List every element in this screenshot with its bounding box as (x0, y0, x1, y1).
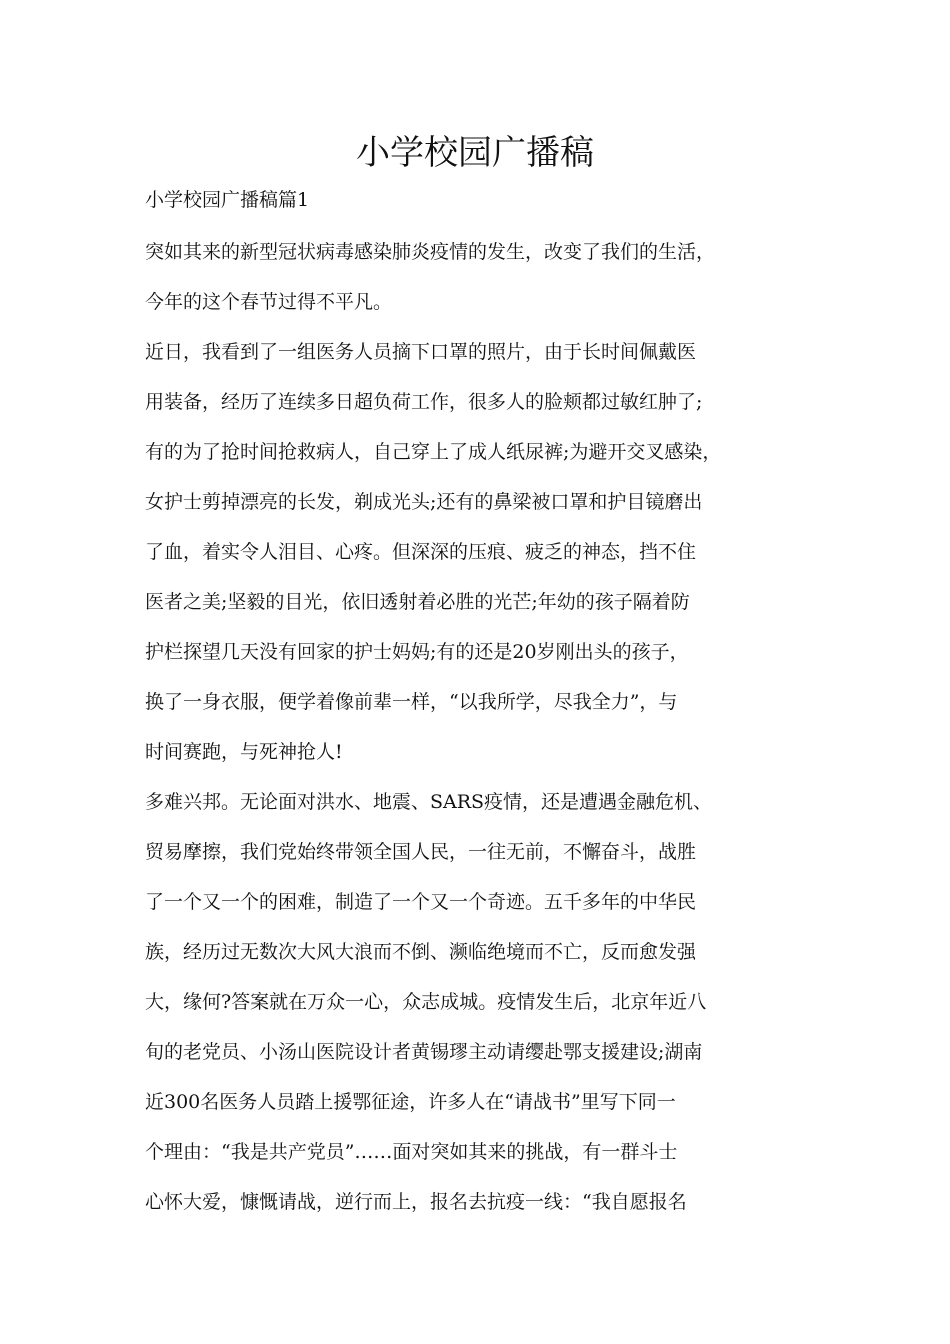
text-line: 大，缘何?答案就在万众一心，众志成城。疫情发生后，北京年近八 (145, 991, 707, 1013)
text-line: 换了一身衣服，便学着像前辈一样，“以我所学，尽我全力”，与 (145, 691, 678, 713)
text-line: 贸易摩擦，我们党始终带领全国人民，一往无前，不懈奋斗，战胜 (145, 841, 697, 863)
text-line: 族，经历过无数次大风大浪而不倒、濒临绝境而不亡，反而愈发强 (145, 941, 697, 963)
text-line: 近日，我看到了一组医务人员摘下口罩的照片，由于长时间佩戴医 (145, 341, 697, 363)
document-title: 小学校园广播稿 (356, 133, 594, 173)
text-line: 近300名医务人员踏上援鄂征途，许多人在“请战书”里写下同一 (145, 1091, 676, 1113)
text-line: 护栏探望几天没有回家的护士妈妈;有的还是20岁刚出头的孩子， (145, 641, 689, 663)
text-line: 了血，着实令人泪目、心疼。但深深的压痕、疲乏的神态，挡不住 (145, 541, 697, 563)
text-line: 心怀大爱，慷慨请战，逆行而上，报名去抗疫一线：“我自愿报名 (145, 1191, 687, 1213)
text-line: 女护士剪掉漂亮的长发，剃成光头;还有的鼻梁被口罩和护目镜磨出 (145, 491, 703, 513)
text-line: 多难兴邦。无论面对洪水、地震、SARS疫情，还是遭遇金融危机、 (145, 791, 713, 813)
section-heading: 小学校园广播稿篇1 (145, 189, 310, 211)
text-line: 突如其来的新型冠状病毒感染肺炎疫情的发生，改变了我们的生活， (145, 241, 716, 263)
text-line: 个理由：“我是共产党员”……面对突如其来的挑战，有一群斗士 (145, 1141, 678, 1163)
text-line: 旬的老党员、小汤山医院设计者黄锡璆主动请缨赴鄂支援建设;湖南 (145, 1041, 703, 1063)
text-line: 了一个又一个的困难，制造了一个又一个奇迹。五千多年的中华民 (145, 891, 697, 913)
text-line: 有的为了抢时间抢救病人，自己穿上了成人纸尿裤;为避开交叉感染， (145, 441, 722, 463)
text-line: 用装备，经历了连续多日超负荷工作，很多人的脸颊都过敏红肿了; (145, 391, 703, 413)
text-line: 医者之美;坚毅的目光，依旧透射着必胜的光芒;年幼的孩子隔着防 (145, 591, 690, 613)
text-line: 今年的这个春节过得不平凡。 (145, 291, 393, 313)
text-line: 时间赛跑，与死神抢人! (145, 741, 343, 763)
